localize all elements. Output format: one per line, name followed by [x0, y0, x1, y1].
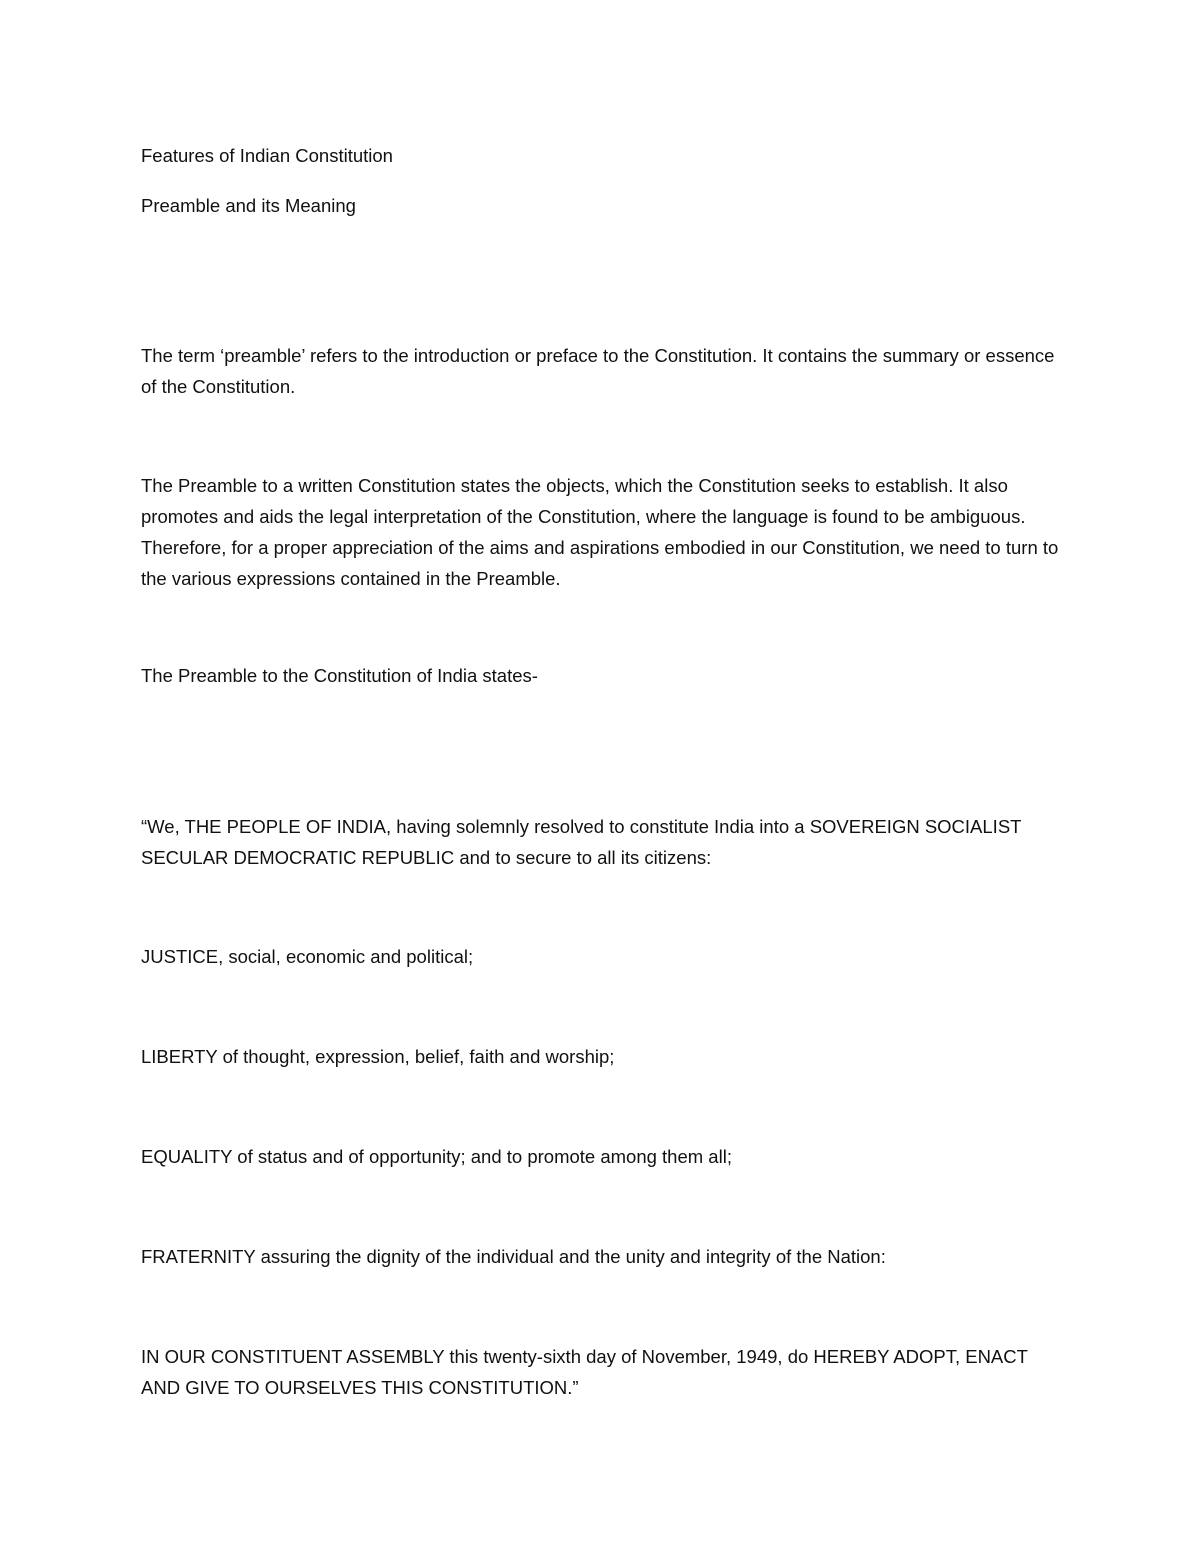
- preamble-fraternity: FRATERNITY assuring the dignity of the individual and the unity and integrity of the Nation:: [141, 1246, 886, 1267]
- purpose-paragraph: The Preamble to a written Constitution states the objects, which the Constitution seeks to establish. It also promotes and aids the legal interpretation of the Constitution, where the language is found to be ambiguous. Therefore, for a proper appreciation of the aims and aspirations embodied in our Constitution, we need to turn to the various expressions contained in the Preamble.: [141, 475, 1059, 589]
- preamble-lead-in: The Preamble to the Constitution of India states-: [141, 665, 538, 686]
- document-subtitle: Preamble and its Meaning: [141, 195, 356, 216]
- preamble-justice: JUSTICE, social, economic and political;: [141, 946, 474, 967]
- preamble-liberty: LIBERTY of thought, expression, belief, faith and worship;: [141, 1046, 615, 1067]
- preamble-closing: IN OUR CONSTITUENT ASSEMBLY this twenty-sixth day of November, 1949, do HEREBY ADOPT, ENACT AND GIVE TO OURSELVES THIS CONSTITUTION.”: [141, 1346, 1028, 1398]
- preamble-opening: “We, THE PEOPLE OF INDIA, having solemnly resolved to constitute India into a SOVEREIGN SOCIALIST SECULAR DEMOCRATIC REPUBLIC and to secure to all its citizens:: [141, 816, 1022, 868]
- document-title: Features of Indian Constitution: [141, 145, 393, 166]
- intro-paragraph: The term ‘preamble’ refers to the introduction or preface to the Constitution. It contains the summary or essence of the Constitution.: [141, 345, 1055, 397]
- preamble-equality: EQUALITY of status and of opportunity; and to promote among them all;: [141, 1146, 732, 1167]
